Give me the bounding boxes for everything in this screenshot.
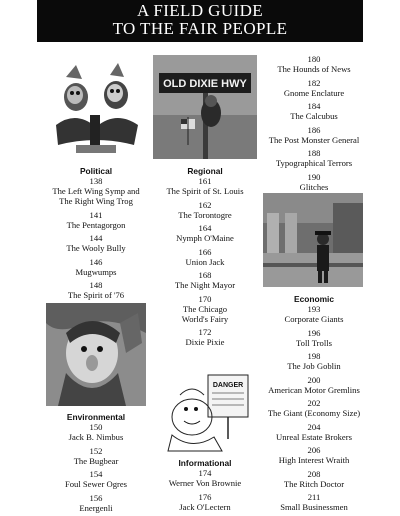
entry-title: The Job Goblin xyxy=(287,361,341,371)
environmental-section xyxy=(46,412,146,516)
entry-title: Unreal Estate Brokers xyxy=(276,431,352,442)
page-number: 168 xyxy=(198,270,212,280)
entry-title: The Spirit of St. Louis xyxy=(166,186,244,196)
list-item xyxy=(46,469,146,489)
danger-sign-text: DANGER xyxy=(212,382,244,389)
list-item xyxy=(263,328,365,348)
entry-title: The Left Wing Symp and The Right Wing Trog xyxy=(52,186,140,206)
list-item xyxy=(263,148,365,168)
list-item xyxy=(46,493,146,513)
page-number: 206 xyxy=(307,445,321,455)
entry-title: Glitches xyxy=(299,181,329,192)
entry-title: Jack B. Nimbus xyxy=(68,432,124,442)
list-item xyxy=(263,351,365,371)
page-number: 170 xyxy=(198,293,212,304)
page-number: 162 xyxy=(198,199,212,210)
list-item xyxy=(46,210,146,230)
list-item xyxy=(153,492,257,512)
entry-title: The Pentagorgon xyxy=(66,219,126,230)
page-number: 190 xyxy=(307,171,321,182)
page-number: 200 xyxy=(307,374,321,385)
entry-title: Gnome Enclature xyxy=(283,87,345,98)
page-number: 164 xyxy=(198,223,212,233)
street-sign-text: OLD DIXIE HWY xyxy=(163,78,247,90)
entry-title: The Spirit of '76 xyxy=(67,290,125,300)
list-item xyxy=(46,422,146,442)
list-item xyxy=(263,304,365,324)
entry-title: The Giant (Economy Size) xyxy=(267,408,361,418)
regional-section xyxy=(153,166,257,351)
entry-title: American Motor Gremlins xyxy=(268,384,360,395)
page-number: 180 xyxy=(307,54,321,64)
page-number: 196 xyxy=(307,327,321,338)
entry-title: The Ritch Doctor xyxy=(283,478,345,489)
page-number: 166 xyxy=(198,246,212,257)
section-heading-environmental: Environmental xyxy=(66,412,126,422)
entry-title: Mugwumps xyxy=(75,266,117,277)
list-item xyxy=(263,125,365,145)
list-item xyxy=(263,422,365,442)
page-banner xyxy=(37,0,363,42)
page-number: 141 xyxy=(89,209,103,220)
page-number: 148 xyxy=(89,280,103,290)
list-item xyxy=(46,257,146,277)
list-item xyxy=(263,492,365,512)
list-item xyxy=(153,270,257,290)
entry-title: Small Businessmen xyxy=(280,502,348,512)
economic-section xyxy=(263,294,365,516)
list-item xyxy=(263,54,365,74)
list-item xyxy=(153,176,257,196)
page-number: 161 xyxy=(198,176,212,186)
list-item xyxy=(153,223,257,243)
political-section xyxy=(46,166,146,304)
page-number: 154 xyxy=(89,469,103,479)
list-item xyxy=(46,280,146,300)
page-number: 156 xyxy=(89,492,103,503)
entry-title: Corporate Giants xyxy=(284,314,344,324)
page-number: 202 xyxy=(307,398,321,408)
list-item xyxy=(153,294,257,324)
entry-title: The Calcubus xyxy=(290,111,338,121)
page-number: 174 xyxy=(198,468,212,478)
political-creatures-photo xyxy=(46,55,146,159)
list-item xyxy=(263,101,365,121)
page-number: 204 xyxy=(307,421,321,432)
entry-title: Foul Sewer Ogres xyxy=(64,479,128,489)
page-number: 208 xyxy=(307,468,321,479)
entry-title: Energenli xyxy=(79,502,113,513)
entry-title: Typographical Terrors xyxy=(275,158,353,168)
entry-title: Toll Trolls xyxy=(296,337,332,348)
entry-title: The Post Monster General xyxy=(268,134,360,145)
page-number: 138 xyxy=(89,176,103,186)
page-number: 188 xyxy=(307,148,321,158)
page-number: 152 xyxy=(89,445,103,456)
list-item xyxy=(153,200,257,220)
page-number: 144 xyxy=(89,233,103,243)
list-item xyxy=(263,445,365,465)
entry-title: Nymph O'Maine xyxy=(176,233,234,243)
section-heading-economic: Economic xyxy=(293,294,335,304)
page-number: 172 xyxy=(198,327,212,337)
list-item xyxy=(153,468,257,488)
page-number: 193 xyxy=(307,304,321,314)
page-number: 198 xyxy=(307,351,321,361)
section-heading-informational: Informational xyxy=(178,458,232,468)
list-item xyxy=(46,446,146,466)
list-item xyxy=(46,233,146,253)
section-heading-political: Political xyxy=(79,166,113,176)
page-number: 150 xyxy=(89,422,103,432)
entry-title: Union Jack xyxy=(185,256,225,267)
page-number: 146 xyxy=(89,256,103,267)
entry-title: The Bugbear xyxy=(73,455,119,466)
man-with-hat-photo xyxy=(263,193,363,287)
list-item xyxy=(153,247,257,267)
entry-title: Dixie Pixie xyxy=(185,337,225,347)
page-number: 182 xyxy=(307,77,321,88)
banner-line-1: A FIELD GUIDE xyxy=(136,1,264,20)
informational-continued-section xyxy=(263,54,365,195)
entry-title: Jack O'Lectern xyxy=(179,501,231,512)
list-item xyxy=(263,375,365,395)
page-number: 176 xyxy=(198,491,212,502)
danger-sign-drawing xyxy=(162,365,254,455)
entry-title: The Chicago World's Fairy xyxy=(181,303,229,324)
entry-title: Werner Von Brownie xyxy=(168,478,242,488)
banner-line-2: TO THE FAIR PEOPLE xyxy=(112,19,288,38)
section-heading-regional: Regional xyxy=(187,166,223,176)
entry-title: High Interest Wraith xyxy=(278,455,350,465)
entry-title: The Night Mayor xyxy=(174,280,236,290)
entry-title: The Wooly Bully xyxy=(66,243,126,253)
informational-section xyxy=(153,458,257,515)
list-item xyxy=(263,469,365,489)
list-item xyxy=(263,78,365,98)
entry-title: The Hounds of News xyxy=(277,64,351,74)
list-item xyxy=(263,172,365,192)
page-number: 186 xyxy=(307,124,321,135)
page-number: 211 xyxy=(307,492,321,502)
street-sign-photo xyxy=(153,55,257,159)
hairy-creature-photo xyxy=(46,303,146,406)
list-item xyxy=(153,327,257,347)
entry-title: The Torontogre xyxy=(178,209,232,220)
list-item xyxy=(46,176,146,206)
page-number: 184 xyxy=(307,101,321,111)
list-item xyxy=(263,398,365,418)
